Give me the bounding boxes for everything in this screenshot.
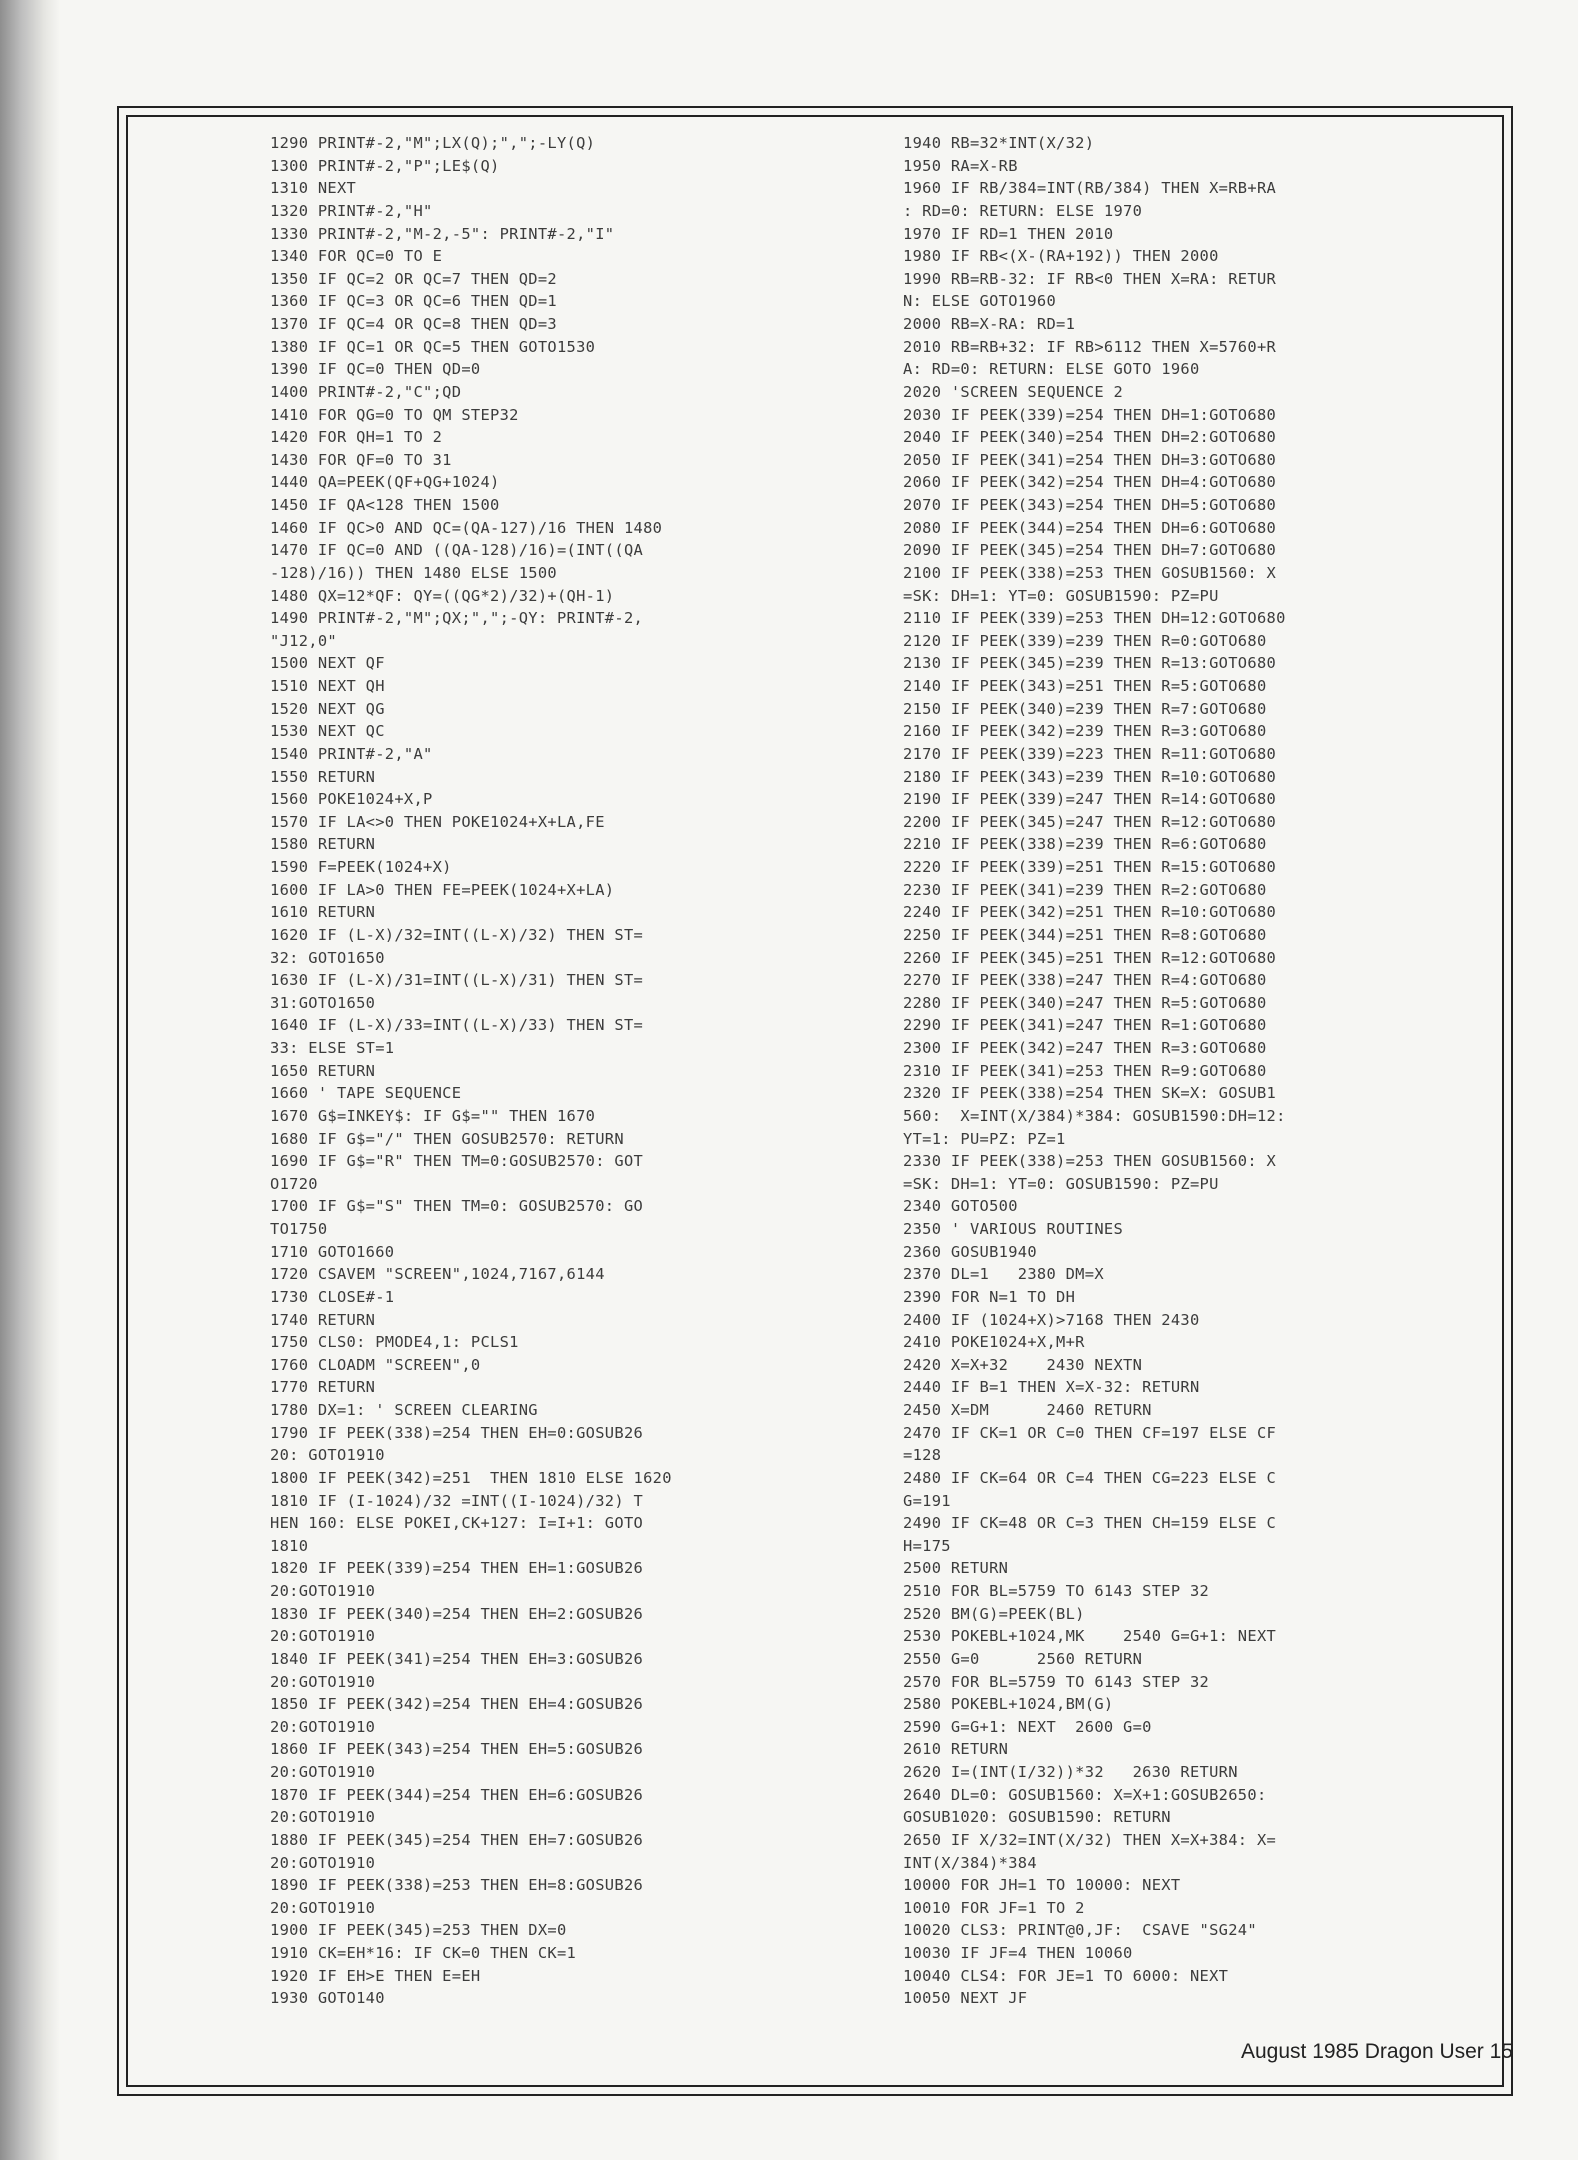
code-line: 1410 FOR QG=0 TO QM STEP32 <box>270 405 519 424</box>
code-line: 32: GOTO1650 <box>270 948 385 967</box>
code-line: 2310 IF PEEK(341)=253 THEN R=9:GOTO680 <box>903 1061 1267 1080</box>
code-line: 1460 IF QC>0 AND QC=(QA-127)/16 THEN 1480 <box>270 518 663 537</box>
code-line: 1680 IF G$="/" THEN GOSUB2570: RETURN <box>270 1129 624 1148</box>
code-line: 2550 G=0 2560 RETURN <box>903 1649 1143 1668</box>
code-line: 1440 QA=PEEK(QF+QG+1024) <box>270 473 500 492</box>
code-line: 10000 FOR JH=1 TO 10000: NEXT <box>903 1876 1181 1895</box>
code-line: 20:GOTO1910 <box>270 1898 376 1917</box>
code-line: 1760 CLOADM "SCREEN",0 <box>270 1355 481 1374</box>
code-line: 2090 IF PEEK(345)=254 THEN DH=7:GOTO680 <box>903 541 1277 560</box>
code-line: 2220 IF PEEK(339)=251 THEN R=15:GOTO680 <box>903 858 1277 876</box>
code-line: 2080 IF PEEK(344)=254 THEN DH=6:GOTO680 <box>903 518 1277 537</box>
code-line: 2270 IF PEEK(338)=247 THEN R=4:GOTO680 <box>903 971 1267 990</box>
code-line: 2160 IF PEEK(342)=239 THEN R=3:GOTO680 <box>903 722 1267 741</box>
code-line: 1720 CSAVEM "SCREEN",1024,7167,6144 <box>270 1265 605 1284</box>
code-line: 10010 FOR JF=1 TO 2 <box>903 1898 1085 1917</box>
code-line: 1700 IF G$="S" THEN TM=0: GOSUB2570: GO <box>270 1197 644 1216</box>
code-line: 1830 IF PEEK(340)=254 THEN EH=2:GOSUB26 <box>270 1604 644 1623</box>
code-line: 2350 ' VARIOUS ROUTINES <box>903 1220 1124 1238</box>
code-line: 31:GOTO1650 <box>270 993 376 1012</box>
code-line: 1970 IF RD=1 THEN 2010 <box>903 224 1114 243</box>
code-line: 1650 RETURN <box>270 1061 376 1080</box>
code-line: 2650 IF X/32=INT(X/32) THEN X=X+384: X= <box>903 1830 1277 1849</box>
code-line: -128)/16)) THEN 1480 ELSE 1500 <box>270 563 557 582</box>
code-line: 20: GOTO1910 <box>270 1446 385 1465</box>
code-line: 1620 IF (L-X)/32=INT((L-X)/32) THEN ST= <box>270 925 644 944</box>
code-line: 10030 IF JF=4 THEN 10060 <box>903 1944 1133 1962</box>
code-line: 2250 IF PEEK(344)=251 THEN R=8:GOTO680 <box>903 925 1267 944</box>
code-line: O1720 <box>270 1174 318 1193</box>
code-line: 2150 IF PEEK(340)=239 THEN R=7:GOTO680 <box>903 699 1267 718</box>
code-line: 1740 RETURN <box>270 1310 376 1329</box>
code-line: 2490 IF CK=48 OR C=3 THEN CH=159 ELSE C <box>903 1514 1277 1533</box>
code-line: 2200 IF PEEK(345)=247 THEN R=12:GOTO680 <box>903 812 1277 831</box>
code-line: 1600 IF LA>0 THEN FE=PEEK(1024+X+LA) <box>270 880 615 899</box>
code-line: =SK: DH=1: YT=0: GOSUB1590: PZ=PU <box>903 1174 1219 1193</box>
code-line: 1570 IF LA<>0 THEN POKE1024+X+LA,FE <box>270 812 605 831</box>
code-line: 2240 IF PEEK(342)=251 THEN R=10:GOTO680 <box>903 903 1277 922</box>
page-binding-shadow <box>0 0 60 2160</box>
code-line: 1560 POKE1024+X,P <box>270 790 433 809</box>
code-line: 2500 RETURN <box>903 1559 1009 1578</box>
code-line: 2530 POKEBL+1024,MK 2540 G=G+1: NEXT <box>903 1627 1277 1646</box>
code-line: 2260 IF PEEK(345)=251 THEN R=12:GOTO680 <box>903 948 1277 967</box>
code-line: 1420 FOR QH=1 TO 2 <box>270 428 443 447</box>
code-line: 1850 IF PEEK(342)=254 THEN EH=4:GOSUB26 <box>270 1695 644 1714</box>
code-line: 2170 IF PEEK(339)=223 THEN R=11:GOTO680 <box>903 744 1277 763</box>
code-line: 1520 NEXT QG <box>270 699 385 718</box>
code-line: 10050 NEXT JF <box>903 1989 1028 2008</box>
code-line: 10040 CLS4: FOR JE=1 TO 6000: NEXT <box>903 1966 1229 1985</box>
code-line: 2640 DL=0: GOSUB1560: X=X+1:GOSUB2650: <box>903 1785 1267 1804</box>
code-line: 1770 RETURN <box>270 1378 376 1397</box>
code-line: 1430 FOR QF=0 TO 31 <box>270 450 452 469</box>
code-line: 2440 IF B=1 THEN X=X-32: RETURN <box>903 1378 1200 1397</box>
code-line: 1820 IF PEEK(339)=254 THEN EH=1:GOSUB26 <box>270 1559 644 1578</box>
code-line: 2280 IF PEEK(340)=247 THEN R=5:GOTO680 <box>903 993 1267 1012</box>
code-line: 1810 <box>270 1536 309 1555</box>
code-line: INT(X/384)*384 <box>903 1853 1037 1872</box>
code-line: 2480 IF CK=64 OR C=4 THEN CG=223 ELSE C <box>903 1468 1277 1487</box>
code-line: 1860 IF PEEK(343)=254 THEN EH=5:GOSUB26 <box>270 1740 644 1759</box>
code-line: 2340 GOTO500 <box>903 1197 1018 1216</box>
code-line: 1750 CLS0: PMODE4,1: PCLS1 <box>270 1333 519 1352</box>
code-line: GOSUB1020: GOSUB1590: RETURN <box>903 1808 1171 1827</box>
code-line: 2520 BM(G)=PEEK(BL) <box>903 1604 1085 1623</box>
code-line: 33: ELSE ST=1 <box>270 1039 395 1057</box>
code-line: 2060 IF PEEK(342)=254 THEN DH=4:GOTO680 <box>903 473 1277 492</box>
code-line: 1580 RETURN <box>270 835 376 854</box>
code-line: 1330 PRINT#-2,"M-2,-5": PRINT#-2,"I" <box>270 224 615 243</box>
code-line: 1350 IF QC=2 OR QC=7 THEN QD=2 <box>270 269 557 288</box>
code-line: 2180 IF PEEK(343)=239 THEN R=10:GOTO680 <box>903 767 1277 786</box>
code-line: 2360 GOSUB1940 <box>903 1242 1037 1261</box>
code-line: =128 <box>903 1446 942 1465</box>
code-line: 2210 IF PEEK(338)=239 THEN R=6:GOTO680 <box>903 835 1267 854</box>
code-line: 1870 IF PEEK(344)=254 THEN EH=6:GOSUB26 <box>270 1785 644 1804</box>
code-line: 1390 IF QC=0 THEN QD=0 <box>270 360 481 379</box>
code-line: 2100 IF PEEK(338)=253 THEN GOSUB1560: X <box>903 563 1277 582</box>
code-line: 1900 IF PEEK(345)=253 THEN DX=0 <box>270 1921 567 1940</box>
code-line: 1890 IF PEEK(338)=253 THEN EH=8:GOSUB26 <box>270 1876 644 1895</box>
code-line: 1690 IF G$="R" THEN TM=0:GOSUB2570: GOT <box>270 1152 644 1171</box>
code-line: 1780 DX=1: ' SCREEN CLEARING <box>270 1401 538 1419</box>
code-line: 1800 IF PEEK(342)=251 THEN 1810 ELSE 1620 <box>270 1468 672 1487</box>
code-line: 1450 IF QA<128 THEN 1500 <box>270 496 500 514</box>
page-footer: August 1985 Dragon User 15 <box>1240 2040 1513 2063</box>
code-line: 1310 NEXT <box>270 179 357 198</box>
code-line: 1990 RB=RB-32: IF RB<0 THEN X=RA: RETUR <box>903 269 1277 288</box>
code-line: 2370 DL=1 2380 DM=X <box>903 1265 1104 1284</box>
code-line: 1290 PRINT#-2,"M";LX(Q);",";-LY(Q) <box>270 134 596 152</box>
code-line: 2620 I=(INT(I/32))*32 2630 RETURN <box>903 1763 1238 1781</box>
code-line: 1400 PRINT#-2,"C";QD <box>270 382 462 401</box>
code-line: 1370 IF QC=4 OR QC=8 THEN QD=3 <box>270 315 557 333</box>
code-line: 20:GOTO1910 <box>270 1717 376 1736</box>
code-line: 2290 IF PEEK(341)=247 THEN R=1:GOTO680 <box>903 1016 1267 1035</box>
code-line: 2000 RB=X-RA: RD=1 <box>903 315 1076 333</box>
code-line: 2510 FOR BL=5759 TO 6143 STEP 32 <box>903 1582 1210 1600</box>
listing-right-column <box>903 132 1463 2010</box>
code-line: 2010 RB=RB+32: IF RB>6112 THEN X=5760+R <box>903 337 1277 356</box>
code-line: 1910 CK=EH*16: IF CK=0 THEN CK=1 <box>270 1944 577 1962</box>
code-line: 2470 IF CK=1 OR C=0 THEN CF=197 ELSE CF <box>903 1423 1277 1442</box>
code-line: G=191 <box>903 1491 951 1510</box>
code-line: : RD=0: RETURN: ELSE 1970 <box>903 201 1143 220</box>
code-line: A: RD=0: RETURN: ELSE GOTO 1960 <box>903 360 1200 379</box>
code-line: 20:GOTO1910 <box>270 1627 376 1646</box>
code-line: 1810 IF (I-1024)/32 =INT((I-1024)/32) T <box>270 1491 644 1510</box>
code-line: 2610 RETURN <box>903 1740 1009 1759</box>
code-line: 2050 IF PEEK(341)=254 THEN DH=3:GOTO680 <box>903 450 1277 469</box>
code-line: 1490 PRINT#-2,"M";QX;",";-QY: PRINT#-2, <box>270 609 644 628</box>
code-line: =SK: DH=1: YT=0: GOSUB1590: PZ=PU <box>903 586 1219 605</box>
code-line: 2140 IF PEEK(343)=251 THEN R=5:GOTO680 <box>903 677 1267 695</box>
code-line: 1710 GOTO1660 <box>270 1242 395 1261</box>
code-line: 10020 CLS3: PRINT@0,JF: CSAVE "SG24" <box>903 1921 1257 1940</box>
code-line: 2020 'SCREEN SEQUENCE 2 <box>903 382 1124 401</box>
code-line: 1940 RB=32*INT(X/32) <box>903 134 1095 152</box>
code-line: 2410 POKE1024+X,M+R <box>903 1333 1085 1352</box>
code-line: 1590 F=PEEK(1024+X) <box>270 858 452 876</box>
code-line: 1790 IF PEEK(338)=254 THEN EH=0:GOSUB26 <box>270 1423 644 1442</box>
code-line: 1340 FOR QC=0 TO E <box>270 247 443 266</box>
code-line: 2230 IF PEEK(341)=239 THEN R=2:GOTO680 <box>903 880 1267 899</box>
code-line: 1640 IF (L-X)/33=INT((L-X)/33) THEN ST= <box>270 1016 644 1035</box>
code-line: 1980 IF RB<(X-(RA+192)) THEN 2000 <box>903 247 1219 266</box>
code-line: 2390 FOR N=1 TO DH <box>903 1287 1076 1306</box>
code-line: 2030 IF PEEK(339)=254 THEN DH=1:GOTO680 <box>903 405 1277 424</box>
code-line: 1670 G$=INKEY$: IF G$="" THEN 1670 <box>270 1106 596 1125</box>
listing-left-column <box>270 132 820 2010</box>
code-line: 1380 IF QC=1 OR QC=5 THEN GOTO1530 <box>270 337 596 356</box>
code-line: 2400 IF (1024+X)>7168 THEN 2430 <box>903 1310 1200 1329</box>
code-line: 1960 IF RB/384=INT(RB/384) THEN X=RB+RA <box>903 179 1277 198</box>
code-line: 2590 G=G+1: NEXT 2600 G=0 <box>903 1717 1152 1736</box>
code-line: 2110 IF PEEK(339)=253 THEN DH=12:GOTO680 <box>903 609 1286 628</box>
code-line: 1300 PRINT#-2,"P";LE$(Q) <box>270 156 500 175</box>
code-line: 2570 FOR BL=5759 TO 6143 STEP 32 <box>903 1672 1210 1691</box>
code-line: 2450 X=DM 2460 RETURN <box>903 1401 1152 1419</box>
code-line: 1730 CLOSE#-1 <box>270 1287 395 1306</box>
code-line: 20:GOTO1910 <box>270 1672 376 1691</box>
code-line: 20:GOTO1910 <box>270 1853 376 1872</box>
code-line: 2300 IF PEEK(342)=247 THEN R=3:GOTO680 <box>903 1039 1267 1057</box>
code-line: 1630 IF (L-X)/31=INT((L-X)/31) THEN ST= <box>270 971 644 990</box>
code-line: 1880 IF PEEK(345)=254 THEN EH=7:GOSUB26 <box>270 1830 644 1849</box>
code-line: 2130 IF PEEK(345)=239 THEN R=13:GOTO680 <box>903 654 1277 673</box>
code-line: 1530 NEXT QC <box>270 722 385 741</box>
code-line: 1500 NEXT QF <box>270 654 385 673</box>
code-line: 2580 POKEBL+1024,BM(G) <box>903 1695 1114 1714</box>
code-line: 2320 IF PEEK(338)=254 THEN SK=X: GOSUB1 <box>903 1084 1277 1103</box>
code-line: 2040 IF PEEK(340)=254 THEN DH=2:GOTO680 <box>903 428 1277 447</box>
code-line: 2070 IF PEEK(343)=254 THEN DH=5:GOTO680 <box>903 496 1277 514</box>
code-line: YT=1: PU=PZ: PZ=1 <box>903 1129 1066 1148</box>
code-line: 2190 IF PEEK(339)=247 THEN R=14:GOTO680 <box>903 790 1277 809</box>
code-line: 2420 X=X+32 2430 NEXTN <box>903 1355 1143 1374</box>
code-line: 1360 IF QC=3 OR QC=6 THEN QD=1 <box>270 292 557 311</box>
code-line: 1470 IF QC=0 AND ((QA-128)/16)=(INT((QA <box>270 541 644 560</box>
code-line: 1320 PRINT#-2,"H" <box>270 201 433 220</box>
code-line: 20:GOTO1910 <box>270 1763 376 1781</box>
code-line: 1930 GOTO140 <box>270 1989 385 2008</box>
code-line: 560: X=INT(X/384)*384: GOSUB1590:DH=12: <box>903 1106 1286 1125</box>
code-line: 2330 IF PEEK(338)=253 THEN GOSUB1560: X <box>903 1152 1277 1171</box>
code-line: 1840 IF PEEK(341)=254 THEN EH=3:GOSUB26 <box>270 1649 644 1668</box>
code-line: 2120 IF PEEK(339)=239 THEN R=0:GOTO680 <box>903 631 1267 650</box>
code-line: "J12,0" <box>270 631 337 650</box>
code-line: HEN 160: ELSE POKEI,CK+127: I=I+1: GOTO <box>270 1514 644 1533</box>
code-line: TO1750 <box>270 1220 328 1238</box>
code-line: 1540 PRINT#-2,"A" <box>270 744 433 763</box>
code-line: 1480 QX=12*QF: QY=((QG*2)/32)+(QH-1) <box>270 586 615 605</box>
code-line: 1660 ' TAPE SEQUENCE <box>270 1084 462 1103</box>
code-line: 1510 NEXT QH <box>270 677 385 695</box>
code-line: H=175 <box>903 1536 951 1555</box>
code-line: 1610 RETURN <box>270 903 376 922</box>
code-line: 20:GOTO1910 <box>270 1582 376 1600</box>
code-line: N: ELSE GOTO1960 <box>903 292 1057 311</box>
code-line: 1920 IF EH>E THEN E=EH <box>270 1966 481 1985</box>
code-line: 20:GOTO1910 <box>270 1808 376 1827</box>
code-line: 1550 RETURN <box>270 767 376 786</box>
code-line: 1950 RA=X-RB <box>903 156 1018 175</box>
